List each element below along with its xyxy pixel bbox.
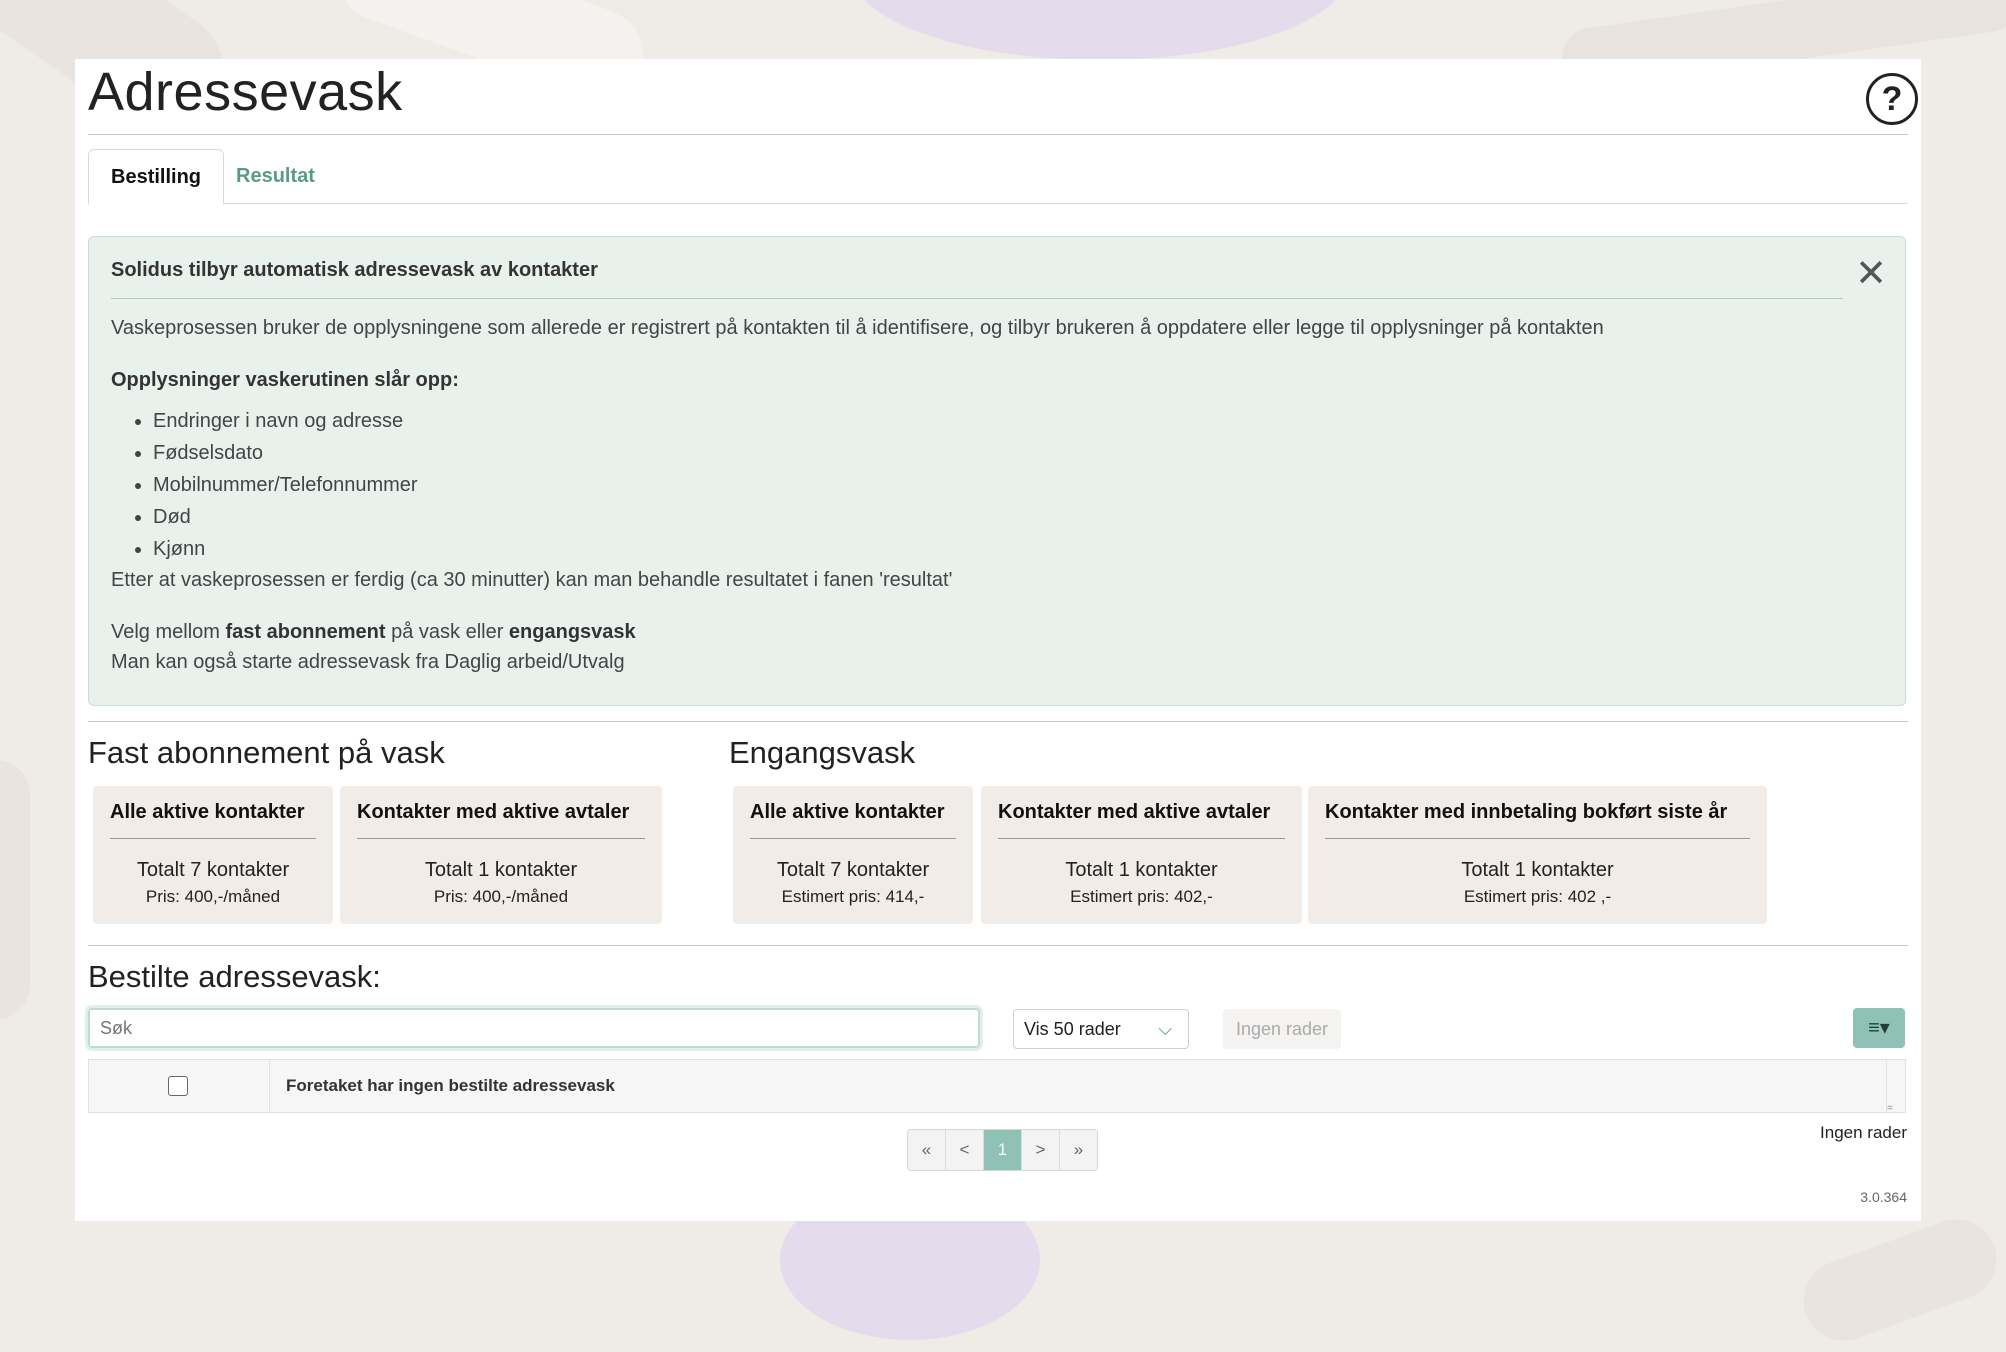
- rows-select-label: Vis 50 rader: [1024, 1019, 1121, 1039]
- list-item: • Kjønn: [153, 533, 1883, 565]
- card-title: Kontakter med aktive avtaler: [357, 801, 630, 823]
- tab-resultat[interactable]: Resultat: [236, 165, 315, 187]
- info-divider: [111, 298, 1843, 299]
- card-title: Alle aktive kontakter: [110, 801, 305, 823]
- search-input[interactable]: [88, 1008, 980, 1048]
- divider: [88, 945, 1908, 946]
- card-title: Kontakter med aktive avtaler: [998, 801, 1271, 823]
- first-page-button[interactable]: «: [908, 1130, 946, 1170]
- list-item: • Fødselsdato: [153, 437, 1883, 469]
- tab-bar: [88, 149, 1908, 204]
- column-menu-icon[interactable]: ≡▾: [1853, 1008, 1905, 1048]
- page-header: [88, 59, 1908, 135]
- help-icon[interactable]: ?: [1866, 73, 1918, 125]
- subscription-card-all-active[interactable]: [93, 786, 333, 924]
- info-title: Solidus tilbyr automatisk adressevask av kontakter: [111, 259, 598, 281]
- card-price: Estimert pris: 414,-: [781, 887, 925, 906]
- list-item: • Endringer i navn og adresse: [153, 405, 1883, 437]
- card-title: Alle aktive kontakter: [750, 801, 945, 823]
- no-rows-button[interactable]: Ingen rader: [1223, 1009, 1341, 1049]
- table-empty-message: Foretaket har ingen bestilte adressevask: [286, 1076, 615, 1095]
- orders-table: [88, 1059, 1906, 1113]
- last-page-button[interactable]: »: [1060, 1130, 1097, 1170]
- card-total: Totalt 1 kontakter: [1461, 859, 1614, 881]
- rows-count: Ingen rader: [1820, 1123, 1907, 1142]
- orders-title: Bestilte adressevask:: [88, 959, 381, 994]
- info-after-text: Etter at vaskeprosessen er ferdig (ca 30 minutter) kan man behandle resultatet i fanen 'resultat': [111, 569, 953, 591]
- info-alert: [88, 236, 1906, 706]
- select-all-cell: [89, 1060, 270, 1112]
- info-description: Vaskeprosessen bruker de opplysningene som allerede er registrert på kontakten til å identifisere, og tilbyr brukeren å oppdatere eller legge til opplysninger på kontakten: [111, 317, 1604, 339]
- prev-page-button[interactable]: <: [946, 1130, 984, 1170]
- card-price: Pris: 400,-/måned: [145, 887, 281, 906]
- card-total: Totalt 1 kontakter: [424, 859, 578, 881]
- card-title: Kontakter med innbetaling bokført siste år: [1325, 801, 1728, 823]
- list-item: • Mobilnummer/Telefonnummer: [153, 469, 1883, 501]
- list-item: • Død: [153, 501, 1883, 533]
- card-total: Totalt 1 kontakter: [1065, 859, 1218, 881]
- close-icon[interactable]: ✕: [1855, 253, 1887, 295]
- card-price: Pris: 400,-/måned: [433, 887, 569, 906]
- version-label: 3.0.364: [1860, 1189, 1907, 1205]
- next-page-button[interactable]: >: [1022, 1130, 1060, 1170]
- card-total: Totalt 7 kontakter: [776, 859, 930, 881]
- oneoff-card-payment-last-year[interactable]: [1308, 786, 1767, 924]
- background-shape: [850, 0, 1350, 60]
- page-title: Adressevask: [88, 62, 403, 122]
- oneoff-card-active-agreements[interactable]: [981, 786, 1302, 924]
- main-panel: [75, 59, 1921, 1221]
- background-shape: [0, 760, 30, 1020]
- card-total: Totalt 7 kontakter: [136, 859, 290, 881]
- oneoff-title: Engangsvask: [729, 735, 916, 770]
- divider: [88, 721, 1908, 722]
- background-shape: [1792, 1208, 2006, 1352]
- lookup-heading: Opplysninger vaskerutinen slår opp:: [111, 369, 459, 391]
- card-price: Estimert pris: 402 ,-: [1463, 887, 1612, 906]
- lookup-list: [111, 405, 1883, 565]
- card-price: Estimert pris: 402,-: [1070, 887, 1213, 906]
- page-1-button[interactable]: 1: [984, 1130, 1022, 1170]
- info-choose-text: Velg mellom fast abonnement på vask eller engangsvask: [111, 621, 636, 643]
- pagination: [907, 1129, 1098, 1171]
- rows-per-page-select[interactable]: [1013, 1009, 1189, 1049]
- subscription-card-active-agreements[interactable]: [340, 786, 662, 924]
- oneoff-card-all-active[interactable]: [733, 786, 973, 924]
- resize-handle-icon[interactable]: =: [1887, 1103, 1893, 1114]
- subscription-title: Fast abonnement på vask: [88, 735, 445, 770]
- info-also-text: Man kan også starte adressevask fra Daglig arbeid/Utvalg: [111, 651, 625, 673]
- tab-bestilling[interactable]: Bestilling: [88, 149, 224, 205]
- select-all-checkbox[interactable]: [168, 1076, 188, 1096]
- chevron-down-icon: ⌵: [1158, 1019, 1172, 1039]
